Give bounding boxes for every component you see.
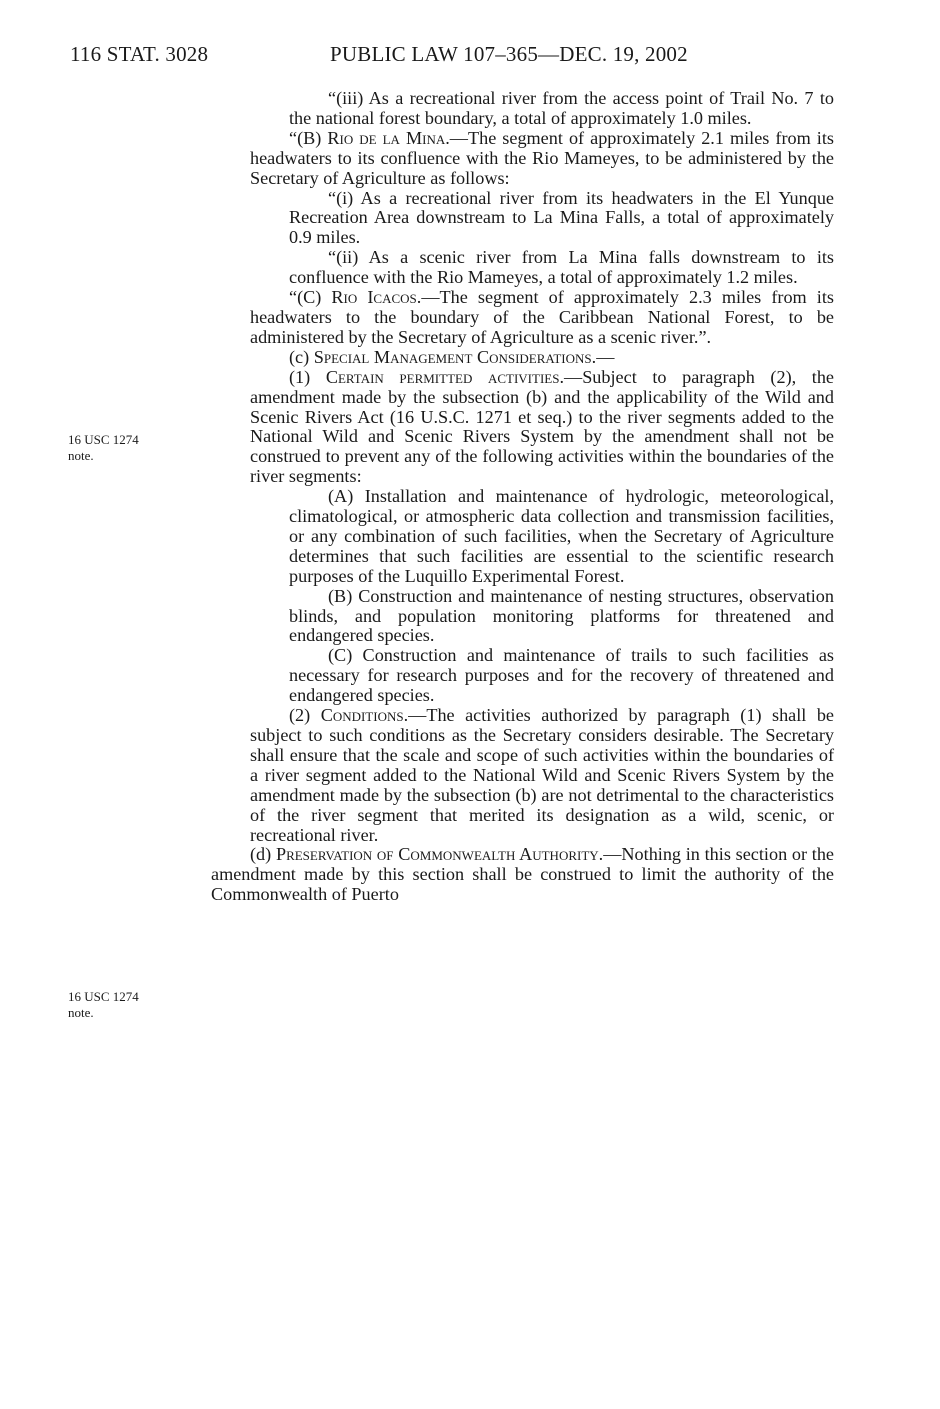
- paragraph: “(B) Rio de la Mina.—The segment of approximately 2.1 miles from its headwaters to its confluence with the Rio Mameyes, to be administered by the Secretary of Agriculture as follows:: [250, 127, 834, 188]
- paragraph: “(ii) As a scenic river from La Mina falls downstream to its confluence with the Rio Mameyes, a total of approximately 1.2 miles.: [289, 247, 834, 288]
- margin-note-label: note.: [68, 1005, 94, 1020]
- paragraph: “(C) Rio Icacos.—The segment of approximately 2.3 miles from its headwaters to the boundary of the Caribbean National Forest, to be administered by the Secretary of Agriculture as a scenic river.”.: [250, 287, 834, 347]
- paragraph: (B) Construction and maintenance of nesting structures, observation blinds, and population monitoring platforms for threatened and endangered species.: [289, 585, 834, 646]
- margin-note-label: note.: [68, 448, 94, 463]
- section-heading: Certain permitted activities: [325, 366, 560, 387]
- paragraph: (c) Special Management Considerations.—: [289, 346, 615, 367]
- section-heading: Conditions: [320, 705, 404, 726]
- section-heading: Rio de la Mina: [327, 127, 446, 148]
- paragraph: “(i) As a recreational river from its headwaters in the El Yunque Recreation Area downstream to La Mina Falls, a total of approximately 0.9 miles.: [289, 187, 834, 248]
- margin-note-usc: [68, 989, 139, 1021]
- paragraph: “(iii) As a recreational river from the access point of Trail No. 7 to the national forest boundary, a total of approximately 1.0 miles.: [289, 88, 834, 128]
- body-text: [211, 89, 834, 905]
- section-heading: Preservation of Commonwealth Authority: [275, 844, 599, 865]
- margin-note-usc: [68, 432, 139, 464]
- paragraph: (2) Conditions.—The activities authorized by paragraph (1) shall be subject to such conditions as the Secretary considers desirable. The Secretary shall ensure that the scale and scope of such activities within the boundaries of a river segment added to the National Wild and Scenic Rivers System by the amendment made by the subsection (b) are not detrimental to the characteristics of the river segment that merited its designation as a wild, scenic, or recreational river.: [250, 705, 834, 845]
- paragraph: (A) Installation and maintenance of hydrologic, meteorological, climatological, or atmospheric data collection and transmission facilities, or any combination of such facilities, when the Secretary of Agriculture determines that such facilities are essential to the scientific research purposes of the Luquillo Experimental Forest.: [289, 486, 834, 586]
- paragraph: (1) Certain permitted activities.—Subject to paragraph (2), the amendment made by the subsection (b) and the applicability of the Wild and Scenic Rivers Act (16 U.S.C. 1271 et seq.) to the river segments added to the National Wild and Scenic Rivers System by the amendment shall not be construed to prevent any of the following activities within the boundaries of the river segments:: [250, 366, 834, 487]
- margin-note-citation: 16 USC 1274: [68, 432, 139, 447]
- margin-note-citation: 16 USC 1274: [68, 989, 139, 1004]
- stat-page-reference: 116 STAT. 3028: [70, 42, 209, 66]
- section-heading: Special Management Considerations: [313, 346, 592, 367]
- law-running-head: PUBLIC LAW 107–365—DEC. 19, 2002: [330, 42, 688, 66]
- paragraph: (C) Construction and maintenance of trails to such facilities as necessary for research purposes and for the recovery of threatened and endangered species.: [289, 645, 834, 706]
- section-heading: Rio Icacos: [331, 287, 417, 308]
- paragraph: (d) Preservation of Commonwealth Authority.—Nothing in this section or the amendment made by this section shall be construed to limit the authority of the Commonwealth of Puerto: [211, 844, 834, 905]
